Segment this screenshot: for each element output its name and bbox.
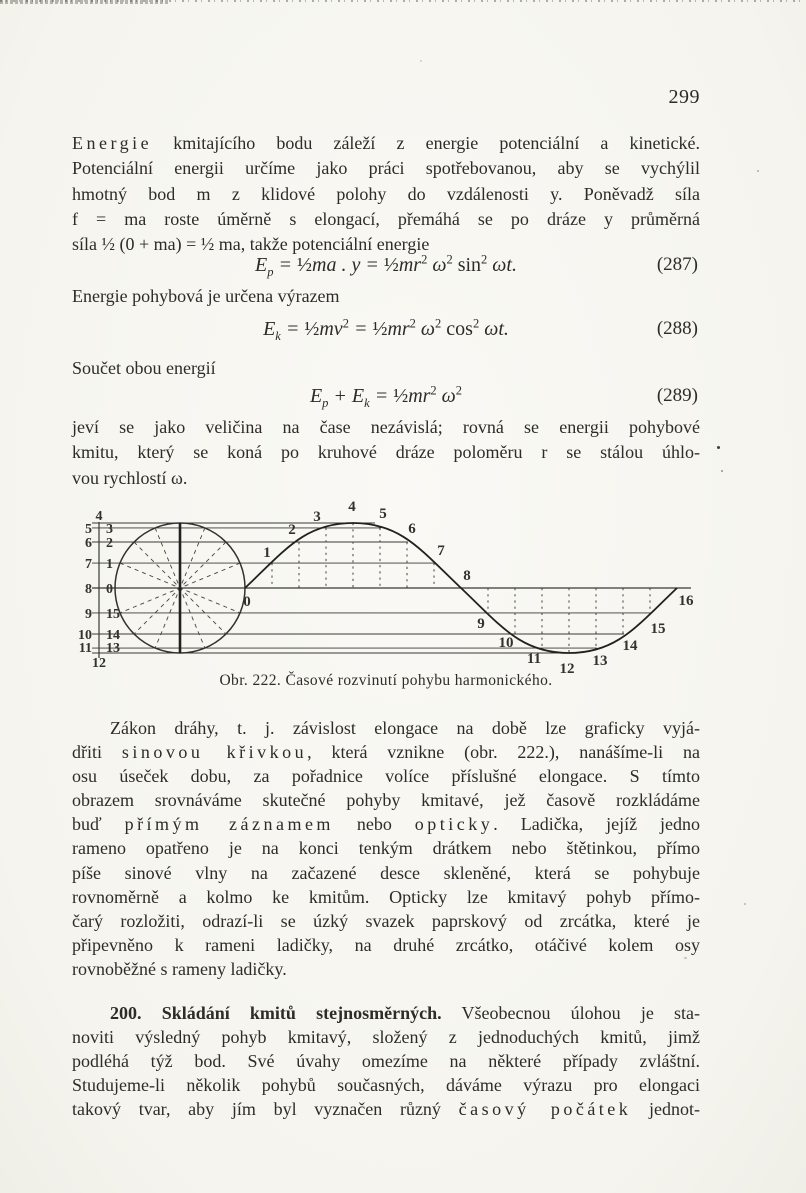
spaced-phrase: časový počátek (458, 1099, 632, 1120)
figure-gridlines (92, 523, 691, 653)
text-soucet-obou: Součet obou energií (72, 358, 216, 378)
figure-point-label: 0 (243, 594, 251, 610)
spaced-phrase: sinovou křivkou (121, 742, 308, 763)
figure-point-label: 4 (348, 500, 356, 515)
scan-speck (757, 170, 759, 172)
scan-edge-artifact (0, 0, 170, 4)
text-line: Studujeme-li několik pohybů současných, dáváme výrazu pro elongaci (72, 1075, 700, 1096)
equation-287-formula: $E_p$ = ½ma . $y = \frac{1}{2}mr^2$ $\omega^2$ $\sin^2 \omega t$. (255, 252, 517, 279)
figure-caption: Obr. 222. Časové rozvinutí pohybu harmonického. (219, 672, 553, 689)
paragraph-jevi-se (72, 415, 700, 491)
equation-289-formula: $E_p + E_k$ = $\frac{1}{2}mr^2$ $\omega^2$ (309, 383, 463, 410)
figure-scale-label: 10 (78, 628, 92, 643)
figure-point-label: 8 (463, 568, 471, 584)
figure-scale-label: 4 (95, 509, 103, 524)
text-line: rovnoběžné s rameny ladičky. (72, 958, 287, 979)
figure-point-label: 13 (592, 653, 608, 669)
figure-point-label: 6 (408, 521, 416, 537)
figure-scale-label: 14 (106, 628, 120, 643)
text-line: Zákon dráhy, t. j. závislost elongace na době lze graficky vyjá- (110, 718, 700, 738)
figure-scale-label: 2 (106, 536, 113, 551)
text-line: síla ½ (0 + ma) = ½ ma, takže potenciální energie (72, 234, 430, 255)
text-line: hmotný bod m z klidové polohy do vzdálenosti y. Poněvadž síla (72, 183, 700, 204)
figure-obr-222 (0, 500, 806, 680)
paragraph-energie (72, 131, 700, 257)
figure-scale-label: 11 (78, 641, 92, 656)
figure-scale-label: 7 (85, 557, 92, 572)
text-line: rovnoměrně a kolmo ke kmitům. Opticky lze kmitavý pohyb přímo- (72, 886, 700, 907)
figure-scale-label: 9 (85, 607, 92, 622)
equation-288-formula: $E_k$ = $\frac{1}{2}mv^2$ = $\frac{1}{2}mr^2$ $\omega^2$ $\cos^2 \omega t$. (263, 316, 509, 343)
figure-scale-label: 12 (92, 656, 106, 671)
spaced-phrase: opticky (414, 814, 494, 835)
text-line: 200. Skládání kmitů stejnosměrných. Všeobecnou úlohou je sta- (110, 1003, 700, 1023)
text-line: píše sinové vlny na začazené desce skleněné, která se pohybuje (72, 862, 700, 883)
text-line: takový tvar, aby jím byl vyznačen různý časový počátek jednot- (72, 1099, 701, 1120)
text-line: připevněno k rameni ladičky, na druhé zrcátko, otáčivé kolem osy (72, 934, 700, 955)
figure-point-label: 14 (622, 638, 638, 654)
text-line: podléhá týž bod. Své úvahy omezíme na některé případy zvláštní. (72, 1051, 700, 1072)
figure-point-label: 7 (437, 543, 445, 559)
paragraph-section-200 (72, 1001, 700, 1121)
figure-point-label: 12 (559, 661, 575, 677)
text-line: kmitu, který se koná po kruhové dráze poloměru r se stálou úhlo- (72, 442, 700, 463)
text-line: obrazem srovnáváme skutečné pohyby kmitavé, jež časově rozkládáme (72, 790, 700, 811)
figure-scale-label: 6 (85, 536, 92, 551)
equation-287-number: (287) (656, 254, 698, 275)
figure-point-label: 9 (477, 616, 485, 632)
text-line: noviti výsledný pohyb kmitavý, složený z jednoduchých kmitů, jimž (72, 1027, 700, 1048)
figure-scale-label: 3 (106, 522, 113, 537)
figure-scale-label: 0 (106, 582, 113, 597)
equation-288-number: (288) (656, 318, 698, 339)
spaced-word-energie: Energie (72, 133, 153, 153)
text-line: f = ma roste úměrně s elongací, přemáhá se po dráze y průměrná (72, 208, 700, 229)
equation-287 (72, 250, 700, 282)
text-line: rameno opatřeno je na konci tenkým drátkem nebo štětinkou, přímo (72, 838, 700, 859)
equation-288 (72, 314, 700, 346)
figure-point-label: 15 (650, 621, 666, 637)
figure-point-label: 2 (288, 522, 296, 538)
paragraph-zakon-drahy (72, 716, 700, 981)
figure-scale-label: 5 (85, 522, 92, 537)
scan-speck (717, 446, 720, 449)
text-line: jeví se jako veličina na čase nezávislá; rovná se energii pohybové (72, 417, 700, 437)
section-200-heading: 200. Skládání kmitů stejnosměrných. (110, 1003, 442, 1023)
figure-point-label: 1 (263, 545, 271, 561)
figure-scale-label: 8 (85, 582, 92, 597)
text-line: dřiti sinovou křivkou, která vznikne (obr. 222.), nanášíme-li na (72, 742, 700, 763)
figure-point-label: 16 (678, 593, 694, 609)
figure-point-label: 11 (526, 651, 542, 667)
scan-speck (684, 957, 687, 959)
text-line: čarý rozložiti, odrazí-li se úzký svazek paprskový od zrcátka, které je (72, 910, 700, 931)
figure-point-label: 5 (379, 506, 387, 522)
equation-289-number: (289) (656, 385, 698, 406)
figure-point-label: 10 (498, 635, 514, 651)
figure-point-label: 3 (313, 509, 321, 525)
figure-scale-label: 1 (106, 557, 113, 572)
figure-scale-label: 13 (106, 641, 120, 656)
scan-speck (721, 470, 723, 472)
text-line: Energie kmitajícího bodu záleží z energie potenciální a kinetické. (72, 133, 700, 153)
equation-289 (72, 381, 700, 413)
text-energie-pohybova: Energie pohybová je určena výrazem (72, 286, 340, 306)
scan-speck (420, 60, 422, 62)
text-line: vou rychlostí ω. (72, 467, 188, 488)
figure-scale-label: 15 (106, 607, 120, 622)
text-line: osu úseček dobu, za pořadnice volíce příslušné elongace. S tímto (72, 766, 700, 787)
page-number: 299 (668, 86, 700, 108)
text-line: Potenciální energii určíme jako práci spotřebovanou, aby se vychýlil (72, 158, 700, 179)
text-line: buď přímým záznamem nebo opticky. Ladička, jejíž jedno (72, 814, 700, 835)
scan-speck (744, 903, 746, 905)
spaced-phrase: přímým záznamem (124, 814, 334, 835)
